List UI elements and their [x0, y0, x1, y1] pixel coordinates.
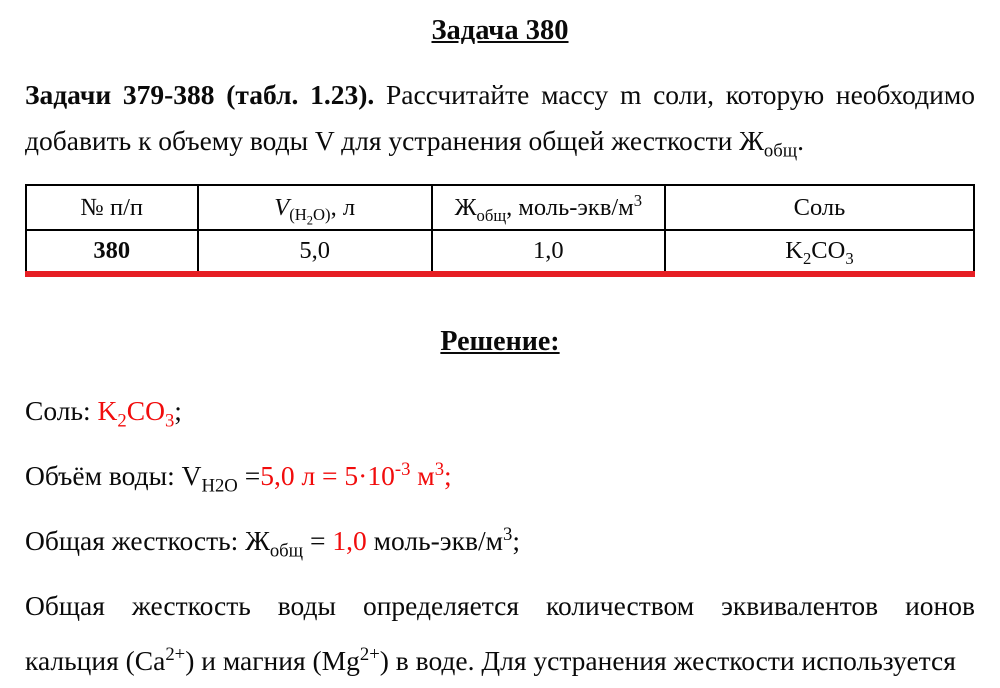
salt-line	[25, 383, 975, 438]
solution-heading-text: Решение:	[440, 326, 560, 357]
volume-red-b: м	[410, 460, 435, 491]
cell-hardness-value: 1,0	[432, 230, 665, 274]
salt-line-semicolon: ;	[174, 395, 182, 426]
explanation-ca-charge: 2+	[165, 643, 186, 665]
volume-value-red	[260, 460, 451, 491]
volume-red-a: 5,0 л = 5·10	[260, 460, 395, 491]
intro-paragraph	[25, 72, 975, 164]
hardness-symbol-sub: общ	[476, 205, 507, 225]
salt-co: CO	[811, 237, 846, 264]
problem-title	[25, 12, 975, 50]
volume-red-exp: -3	[394, 458, 411, 480]
volume-red-cube: 3	[434, 458, 445, 480]
intro-line-2-period: .	[797, 125, 804, 156]
cell-volume-value: 5,0	[198, 230, 432, 274]
hardness-line-label: Общая жесткость: Ж	[25, 525, 270, 556]
explanation-mg: ) и магния (Mg	[185, 645, 360, 676]
table-header-volume	[198, 185, 432, 230]
volume-line	[25, 448, 975, 503]
salt-k: K	[785, 237, 803, 264]
hardness-line-equals: =	[303, 525, 333, 556]
explanation-ca: кальция (Ca	[25, 645, 166, 676]
explanation-line-2-end: ) в воде. Для устранения жесткости используется	[379, 645, 956, 676]
document-page	[0, 12, 1000, 676]
volume-symbol: V	[274, 193, 290, 221]
volume-sub-open: (H	[289, 205, 307, 225]
hardness-line-sup: 3	[503, 523, 513, 545]
solution-body	[25, 383, 975, 688]
salt-line-co: CO	[126, 395, 165, 426]
explanation-line-2	[25, 633, 975, 688]
hardness-line	[25, 513, 975, 568]
hardness-unit-sup: 3	[633, 190, 643, 210]
volume-unit: , л	[330, 193, 356, 221]
solution-heading	[25, 323, 975, 361]
intro-line-2	[25, 118, 975, 164]
salt-line-label: Соль:	[25, 395, 98, 426]
salt-formula-red	[97, 395, 175, 432]
volume-sub-close: O)	[313, 205, 331, 225]
salt-line-sub3: 3	[164, 410, 175, 432]
volume-red-semicolon: ;	[444, 460, 452, 491]
table-header-hardness	[432, 185, 665, 230]
hardness-line-semicolon: ;	[512, 525, 520, 556]
hardness-subscript: общ	[763, 140, 798, 162]
cell-problem-number: 380	[26, 230, 198, 274]
problem-title-text: Задача 380	[431, 15, 569, 46]
cell-salt-formula	[665, 230, 974, 274]
volume-line-label: Объём воды: V	[25, 460, 202, 491]
salt-line-k: K	[97, 395, 118, 426]
intro-line-2-text: добавить к объему воды V для устранения общей жесткости Ж	[25, 125, 764, 156]
volume-line-equals: =	[237, 460, 261, 491]
conditions-table-wrapper	[25, 184, 975, 277]
volume-sub-digit: 2	[306, 213, 314, 228]
intro-line-1	[25, 72, 975, 118]
hardness-line-unit: моль-экв/м	[366, 525, 503, 556]
conditions-table	[25, 184, 975, 277]
table-data-row	[26, 230, 974, 274]
intro-bold-lead: Задачи 379-388 (табл. 1.23).	[25, 79, 375, 110]
explanation-mg-charge: 2+	[359, 643, 380, 665]
explanation-line-1	[25, 578, 975, 633]
table-header-salt: Соль	[665, 185, 974, 230]
hardness-line-sub: общ	[269, 540, 304, 562]
intro-line-1-text: Рассчитайте массу m соли, которую необходимо	[385, 79, 976, 110]
hardness-value-red: 1,0	[332, 525, 367, 556]
table-header-row	[26, 185, 974, 230]
salt-sub2: 2	[802, 248, 812, 268]
salt-line-sub2: 2	[117, 410, 127, 432]
volume-subscript	[289, 205, 331, 228]
table-header-num: № п/п	[26, 185, 198, 230]
hardness-unit: , моль-экв/м	[506, 193, 634, 221]
volume-line-sub: H2O	[201, 475, 238, 497]
hardness-symbol: Ж	[454, 193, 477, 221]
explanation-line-1-text: Общая жесткость воды определяется количеством эквивалентов ионов	[25, 590, 975, 621]
explanation-paragraph	[25, 578, 975, 688]
salt-sub3: 3	[845, 248, 854, 268]
